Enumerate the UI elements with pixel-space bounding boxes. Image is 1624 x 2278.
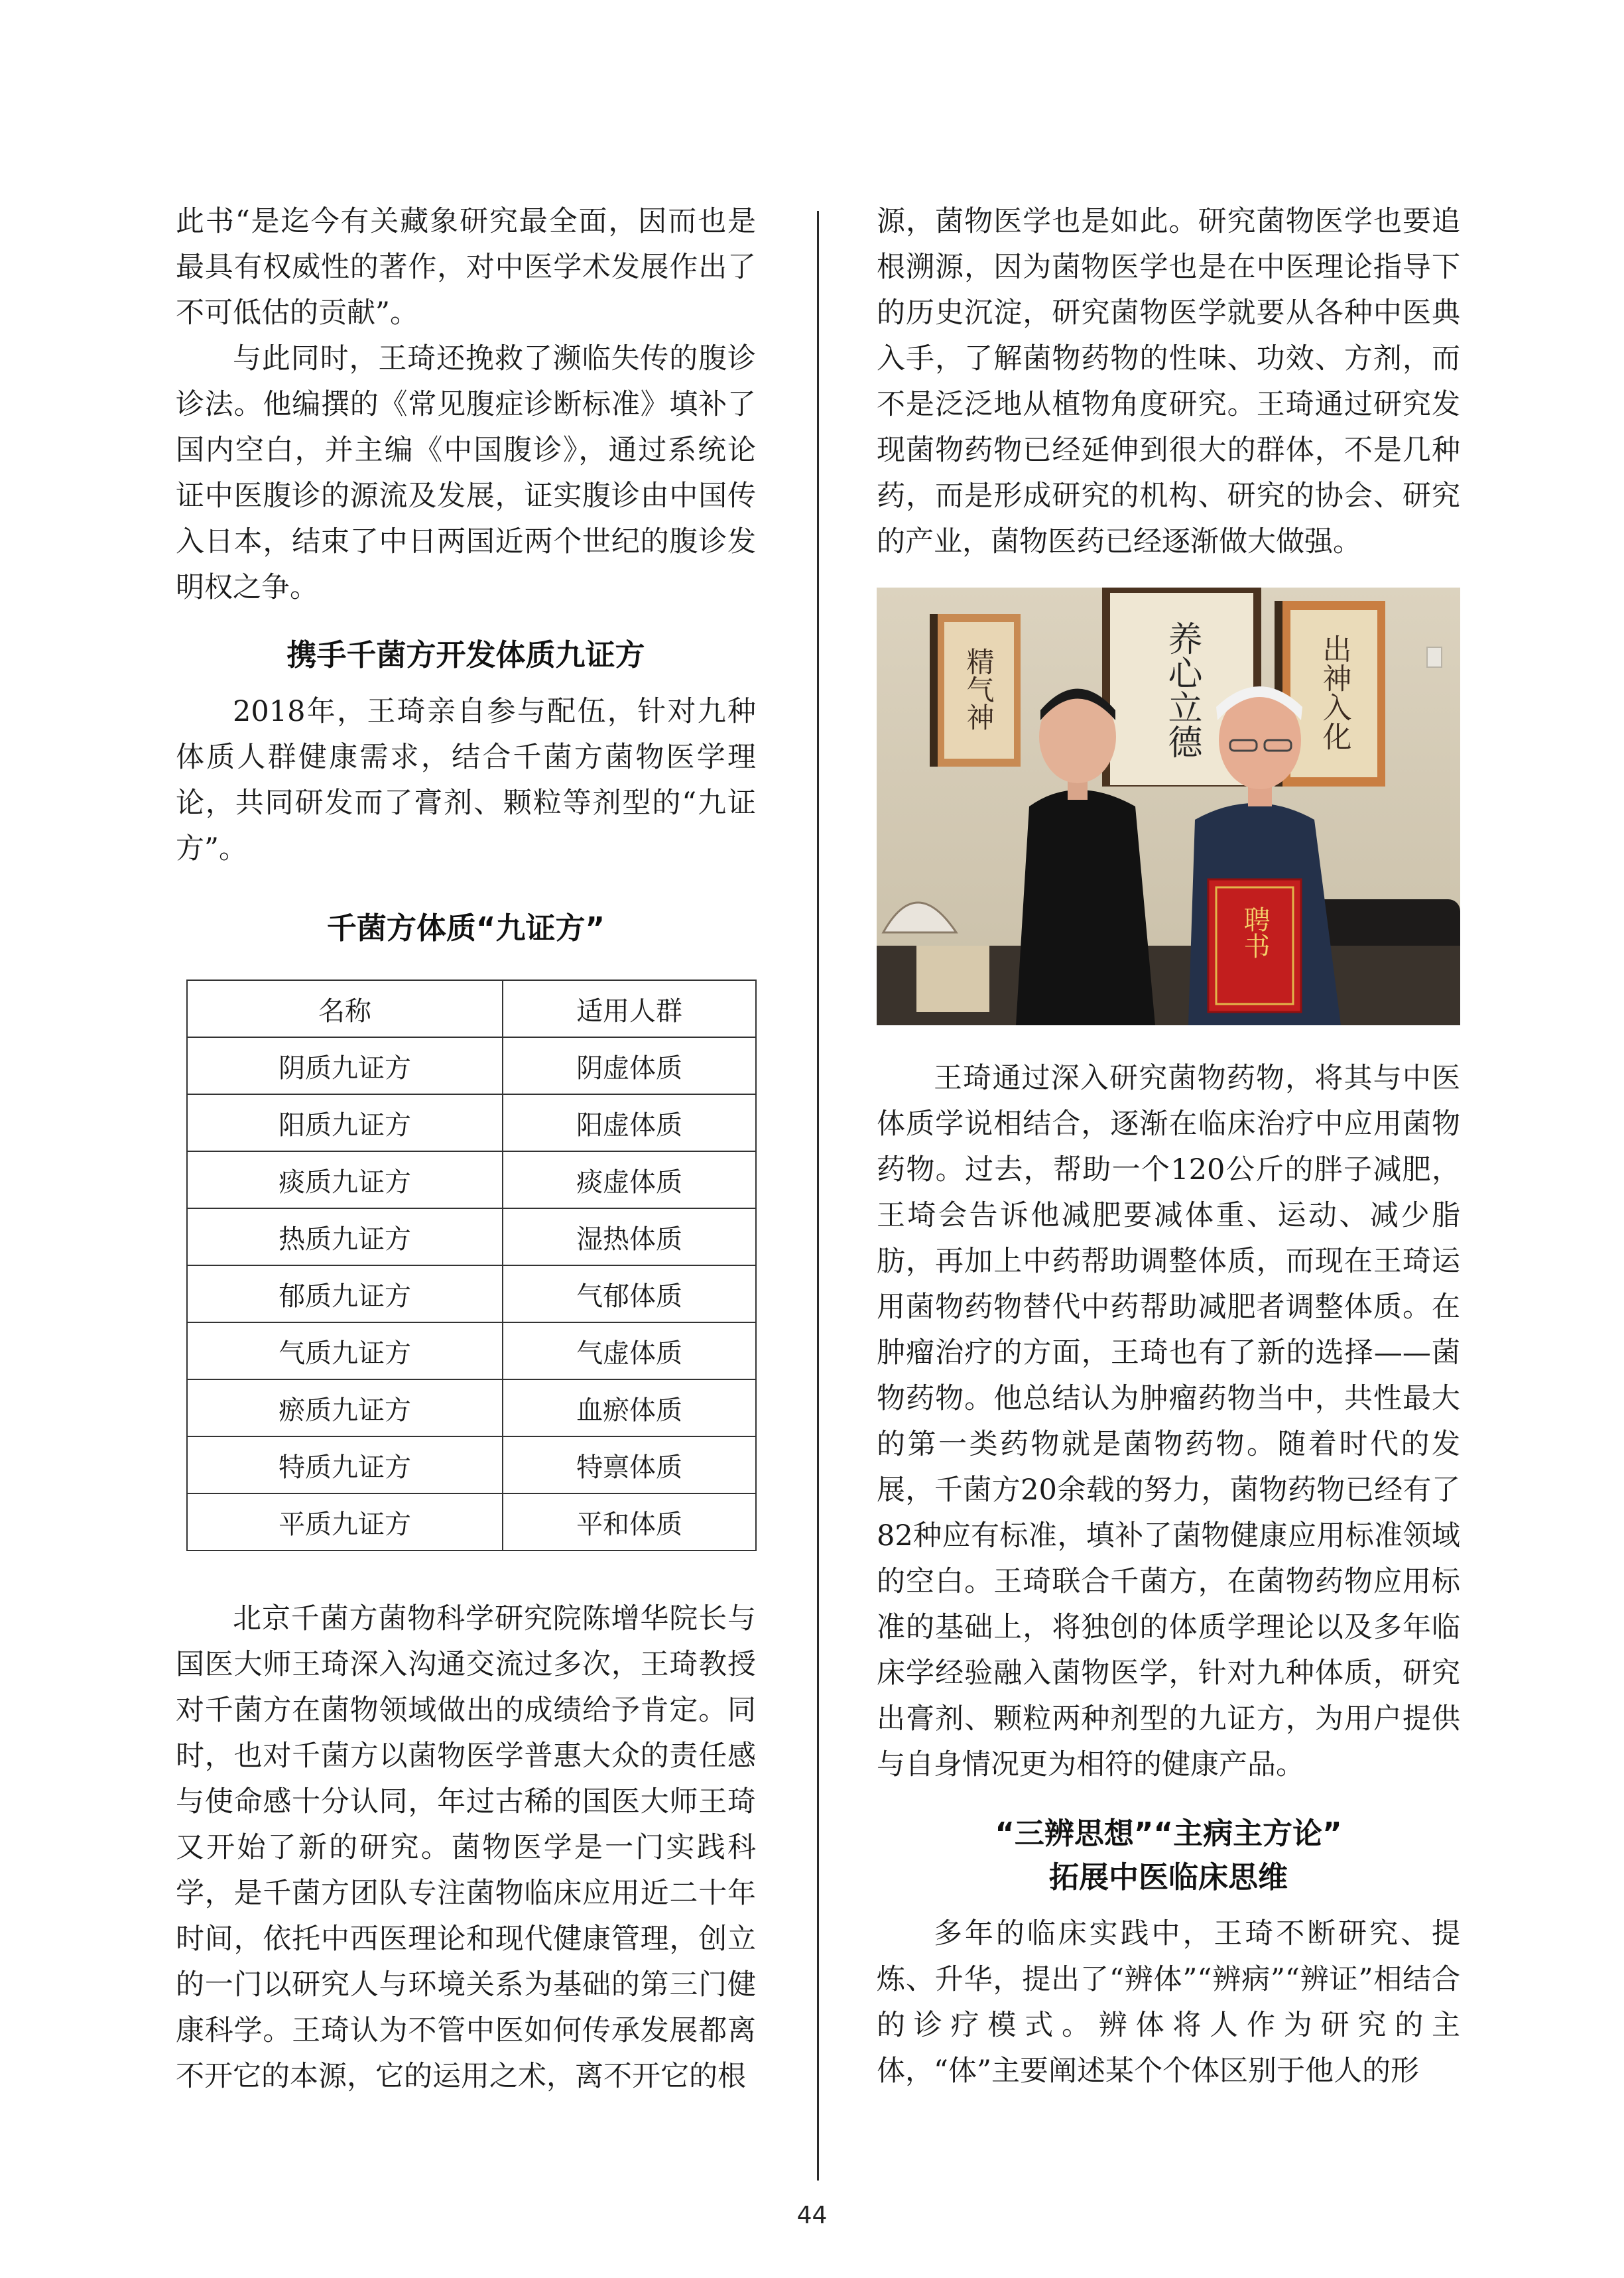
- table-row: [187, 1436, 756, 1493]
- right-paragraph-3: 多年的临床实践中，王琦不断研究、提炼、升华，提出了“辨体”“辨病”“辨证”相结合的诊疗模式。辨体将人作为研究的主体，“体”主要阐述某个个体区别于他人的形: [877, 1917, 1460, 2088]
- table-row: [187, 1379, 756, 1436]
- table-row: [187, 1094, 756, 1151]
- table-cell-name: 热质九证方: [187, 1208, 503, 1265]
- table-row: [187, 1208, 756, 1265]
- table-cell-name: 瘀质九证方: [187, 1379, 503, 1436]
- table-cell-population: 特禀体质: [503, 1436, 756, 1493]
- table-cell-population: 阴虚体质: [503, 1037, 756, 1094]
- column-divider: [817, 211, 819, 2181]
- table-cell-name: 阳质九证方: [187, 1094, 503, 1151]
- certificate: [1208, 879, 1301, 1012]
- table-row: [187, 1037, 756, 1094]
- table-cell-name: 平质九证方: [187, 1493, 503, 1550]
- table-cell-name: 郁质九证方: [187, 1265, 503, 1322]
- table-header-population: 适用人群: [503, 980, 756, 1037]
- page-number: 44: [796, 2202, 828, 2229]
- table-cell-name: 气质九证方: [187, 1322, 503, 1379]
- table-cell-population: 平和体质: [503, 1493, 756, 1550]
- table-row: [187, 1151, 756, 1208]
- table-cell-population: 阳虚体质: [503, 1094, 756, 1151]
- left-paragraph-4: 北京千菌方菌物科学研究院陈增华院长与国医大师王琦深入沟通交流过多次，王琦教授对千菌方在菌物领域做出的成绩给予肯定。同时，也对千菌方以菌物医学普惠大众的责任感与使命感十分认同，年过古稀的国医大师王琦又开始了新的研究。菌物医学是一门实践科学，是千菌方团队专注菌物临床应用近二十年时间，依托中西医理论和现代健康管理，创立的一门以研究人与环境关系为基础的第三门健康科学。王琦认为不管中医如何传承发展都离不开它的本源，它的运用之术，离不开它的根: [176, 1602, 756, 2093]
- table-cell-population: 血瘀体质: [503, 1379, 756, 1436]
- table-cell-population: 气郁体质: [503, 1265, 756, 1322]
- section-heading-jiuzheng: 携手千菌方开发体质九证方: [286, 637, 645, 672]
- table-cell-name: 特质九证方: [187, 1436, 503, 1493]
- photo-two-men-certificate: [877, 588, 1460, 1025]
- right-paragraph-2: 王琦通过深入研究菌物药物，将其与中医体质学说相结合，逐渐在临床治疗中应用菌物药物。过去，帮助一个120公斤的胖子减肥，王埼会告诉他减肥要减体重、运动、减少脂肪，再加上中药帮助调整体质，而现在王琦运用菌物药物替代中药帮助减肥者调整体质。在肿瘤治疗的方面，王琦也有了新的选择——菌物药物。他总结认为肿瘤药物当中，共性最大的第一类药物就是菌物药物。随着时代的发展，千菌方20余载的努力，菌物药物已经有了82种应有标准，填补了菌物健康应用标准领域的空白。王琦联合千菌方，在菌物药物应用标准的基础上，将独创的体质学理论以及多年临床学经验融入菌物医学，针对九种体质，研究出膏剂、颗粒两种剂型的九证方，为用户提供与自身情况更为相符的健康产品。: [877, 1062, 1460, 1781]
- scroll-center-text: 养心立德: [1162, 621, 1202, 759]
- scroll-left-text: 精气神: [962, 647, 995, 731]
- table-cell-population: 湿热体质: [503, 1208, 756, 1265]
- left-paragraph-1: 此书“是迄今有关藏象研究最全面，因而也是最具有权威性的著作，对中医学术发展作出了不可低估的贡献”。: [176, 205, 756, 330]
- table-cell-population: 痰虚体质: [503, 1151, 756, 1208]
- section-heading-line-2: 拓展中医临床思维: [1048, 1860, 1288, 1895]
- constitution-table-wrapper: [176, 980, 756, 1551]
- table-cell-population: 气虚体质: [503, 1322, 756, 1379]
- left-paragraph-2: 与此同时，王琦还挽救了濒临失传的腹诊诊法。他编撰的《常见腹症诊断标准》填补了国内空白，并主编《中国腹诊》，通过系统论证中医腹诊的源流及发展，证实腹诊由中国传入日本，结束了中日两国近两个世纪的腹诊发明权之争。: [176, 342, 756, 604]
- table-cell-name: 阴质九证方: [187, 1037, 503, 1094]
- scroll-left: [930, 614, 1021, 767]
- table-row: [187, 1322, 756, 1379]
- constitution-table: [186, 980, 757, 1551]
- table-header-row: [187, 980, 756, 1037]
- right-paragraph-1: 源，菌物医学也是如此。研究菌物医学也要追根溯源，因为菌物医学也是在中医理论指导下的历史沉淀，研究菌物医学就要从各种中医典入手，了解菌物药物的性味、功效、方剂，而不是泛泛地从植物角度研究。王琦通过研究发现菌物药物已经延伸到很大的群体，不是几种药，而是形成研究的机构、研究的协会、研究的产业，菌物医药已经逐渐做大做强。: [877, 205, 1460, 558]
- table-cell-name: 痰质九证方: [187, 1151, 503, 1208]
- certificate-text: 聘书: [1239, 906, 1270, 959]
- table-row: [187, 1493, 756, 1550]
- scroll-right-text: 出神入化: [1317, 634, 1351, 751]
- table-header-name: 名称: [187, 980, 503, 1037]
- section-heading-line-1: “三辨思想”“主病主方论”: [995, 1816, 1342, 1851]
- right-column: [877, 199, 1460, 2094]
- section-heading-sanbian: [877, 1812, 1460, 1899]
- table-title: 千菌方体质“九证方”: [326, 911, 605, 946]
- table-row: [187, 1265, 756, 1322]
- left-paragraph-3: 2018年，王琦亲自参与配伍，针对九种体质人群健康需求，结合千菌方菌物医学理论，共同研发而了膏剂、颗粒等剂型的“九证方”。: [176, 695, 756, 865]
- left-column: [176, 199, 756, 2100]
